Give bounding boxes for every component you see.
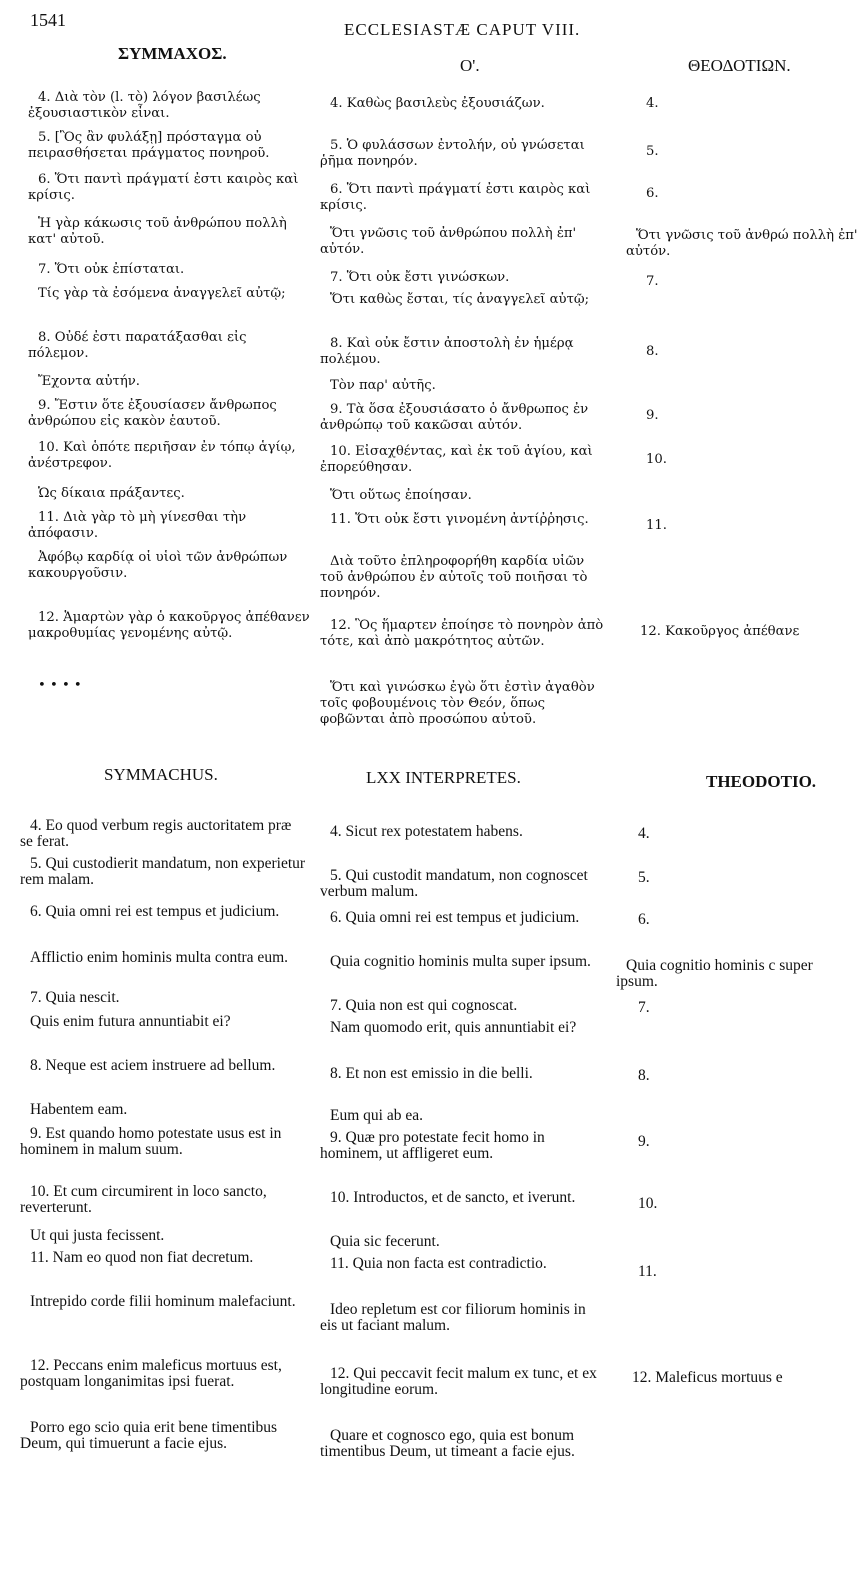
verse: 8. Neque est aciem instruere ad bellum.	[30, 1057, 276, 1074]
verse: 5.	[646, 144, 659, 159]
verse: Intrepido corde filii hominum malefaciunt.	[30, 1293, 296, 1310]
verse: 4. Διὰ τὸν (l. τὸ) λόγον βασιλέως ἐξουσιαστικὸν εἶναι.	[28, 90, 261, 121]
verse: Habentem eam.	[30, 1101, 128, 1118]
verse: Ἡ γὰρ κάκωσις τοῦ ἀνθρώπου πολλὴ κατ' αὐτοῦ.	[28, 216, 287, 247]
verse: Ut qui justa fecissent.	[30, 1227, 165, 1244]
verse: 10. Et cum circumirent in loco sancto, reverterunt.	[20, 1183, 267, 1216]
verse: Quia cognitio hominis multa super ipsum.	[330, 953, 591, 970]
latin-head-symmachus: SYMMACHUS.	[104, 765, 218, 784]
verse: Ὅτι γνῶσις τοῦ ἀνθρώ πολλὴ ἐπ' αὐτόν.	[626, 228, 858, 259]
verse: Ὅτι γνῶσις τοῦ ἀνθρώπου πολλὴ ἐπ' αὐτόν.	[320, 226, 577, 257]
greek-head-lxx: Ο'.	[460, 56, 480, 75]
verse: 6. Ὅτι παντὶ πράγματί ἐστι καιρὸς καὶ κρίσις.	[28, 172, 299, 203]
verse: 6. Quia omni rei est tempus et judicium.	[330, 909, 580, 926]
verse: 11. Quia non facta est contradictio.	[330, 1255, 547, 1272]
verse: 5. Qui custodit mandatum, non cognoscet verbum malum.	[320, 867, 588, 900]
verse: 5. Qui custodierit mandatum, non experietur rem malam.	[20, 855, 306, 888]
verse: Ὅτι οὕτως ἐποίησαν.	[330, 488, 472, 503]
verse: 7.	[638, 999, 650, 1016]
verse: 9. Est quando homo potestate usus est in hominem in malum suum.	[20, 1125, 282, 1158]
verse: Τὸν παρ' αὐτῆς.	[330, 378, 436, 393]
verse: Ὅτι καὶ γινώσκω ἐγὼ ὅτι ἐστὶν ἀγαθὸν τοῖς φοβουμένοις τὸν Θεόν, ὅπως φοβῶνται ἀπὸ προσώπου αὐτοῦ.	[320, 680, 595, 727]
verse: 7. Quia non est qui cognoscat.	[330, 997, 518, 1014]
verse: 12. Maleficus mortuus e	[632, 1369, 783, 1386]
page-number: 1541	[30, 10, 66, 30]
verse: Ἀφόβῳ καρδίᾳ οἱ υἱοὶ τῶν ἀνθρώπων κακουργοῦσιν.	[28, 550, 288, 581]
verse: 11. Ὅτι οὐκ ἔστι γινομένη ἀντίῤῥησις.	[330, 512, 589, 527]
verse: 4. Sicut rex potestatem habens.	[330, 823, 523, 840]
verse: Τίς γὰρ τὰ ἐσόμενα ἀναγγελεῖ αὐτῷ;	[38, 286, 286, 301]
verse: Nam quomodo erit, quis annuntiabit ei?	[330, 1019, 577, 1036]
verse: Ἔχοντα αὐτήν.	[38, 374, 140, 389]
verse: 7.	[646, 274, 659, 289]
verse: 6.	[638, 911, 650, 928]
verse: Ideo repletum est cor filiorum hominis in eis ut faciant malum.	[320, 1301, 586, 1334]
verse: Ὡς δίκαια πράξαντες.	[38, 486, 185, 501]
verse: 11. Διὰ γὰρ τὸ μὴ γίνεσθαι τὴν ἀπόφασιν.	[28, 510, 247, 541]
verse: 5.	[638, 869, 650, 886]
greek-theodotion-column	[626, 96, 858, 656]
verse: 6.	[646, 186, 659, 201]
verse: 10.	[646, 452, 667, 467]
verse: 4. Καθὼς βασιλεὺς ἐξουσιάζων.	[330, 96, 545, 111]
verse: 10. Εἰσαχθέντας, καὶ ἐκ τοῦ ἁγίου, καὶ ἐπορεύθησαν.	[320, 444, 593, 475]
verse: 6. Ὅτι παντὶ πράγματί ἐστι καιρὸς καὶ κρίσις.	[320, 182, 591, 213]
verse: 9.	[638, 1133, 650, 1150]
verse: 12. Ἁμαρτὼν γὰρ ὁ κακοῦργος ἀπέθανεν μακροθυμίας γενομένης αὐτῷ.	[28, 610, 310, 641]
verse: Quia cognitio hominis c super ipsum.	[616, 957, 813, 990]
verse: 9.	[646, 408, 659, 423]
verse: Quare et cognosco ego, quia est bonum timentibus Deum, ut timeant a facie ejus.	[320, 1427, 575, 1460]
verse: 11. Nam eo quod non fiat decretum.	[30, 1249, 254, 1266]
verse: 5. Ὁ φυλάσσων ἐντολήν, οὐ γνώσεται ῥῆμα πονηρόν.	[320, 138, 585, 169]
verse: 7. Quia nescit.	[30, 989, 120, 1006]
verse: 9. Ἔστιν ὅτε ἐξουσίασεν ἄνθρωπος ἀνθρώπου εἰς κακὸν ἑαυτοῦ.	[28, 398, 277, 429]
verse: 11.	[638, 1263, 657, 1280]
verse: 12. Qui peccavit fecit malum ex tunc, et ex longitudine eorum.	[320, 1365, 597, 1398]
latin-head-theodotion: THEODOTIO.	[706, 772, 817, 791]
verse: 12. Peccans enim maleficus mortuus est, postquam longanimitas ipsi fuerat.	[20, 1357, 282, 1390]
verse: Διὰ τοῦτο ἐπληροφορήθη καρδία υἱῶν τοῦ ἀνθρώπου ἐν αὐτοῖς τοῦ ποιῆσαι τὸ πονηρόν.	[320, 554, 588, 601]
verse: 6. Quia omni rei est tempus et judicium.	[30, 903, 280, 920]
greek-head-theodotion: ΘΕΟΔΟΤΙΩΝ.	[688, 56, 791, 75]
verse: Quia sic fecerunt.	[330, 1233, 440, 1250]
verse: 9. Τὰ ὅσα ἐξουσιάσατο ὁ ἄνθρωπος ἐν ἀνθρώπῳ τοῦ κακῶσαι αὐτόν.	[320, 402, 589, 433]
verse: 4. Eo quod verbum regis auctoritatem præ se ferat.	[20, 817, 292, 850]
verse: 8.	[646, 344, 659, 359]
verse: 12. Κακοῦργος ἀπέθανε	[640, 624, 800, 639]
verse: 7. Ὅτι οὐκ ἐπίσταται.	[38, 262, 185, 277]
verse: 4.	[638, 825, 650, 842]
running-title: ECCLESIASTÆ CAPUT VIII.	[344, 20, 581, 39]
verse: Afflictio enim hominis multa contra eum.	[30, 949, 288, 966]
verse: 4.	[646, 96, 659, 111]
verse: Quis enim futura annuntiabit ei?	[30, 1013, 231, 1030]
verse: 12. Ὃς ἥμαρτεν ἐποίησε τὸ πονηρὸν ἀπὸ τότε, καὶ ἀπὸ μακρότητος αὐτῶν.	[320, 618, 604, 649]
verse: 8. Οὐδέ ἐστι παρατάξασθαι εἰς πόλεμον.	[28, 330, 247, 361]
verse: 8. Et non est emissio in die belli.	[330, 1065, 533, 1082]
verse: Porro ego scio quia erit bene timentibus Deum, qui timuerunt a facie ejus.	[20, 1419, 278, 1452]
greek-head-symmachus: ΣΥΜΜΑΧΟΣ.	[118, 44, 227, 63]
verse: 8. Καὶ οὐκ ἔστιν ἀποστολὴ ἐν ἡμέρᾳ πολέμου.	[320, 336, 574, 367]
latin-theodotion-column	[616, 824, 831, 1404]
verse: 11.	[646, 518, 667, 533]
verse: Ὅτι καθὼς ἔσται, τίς ἀναγγελεῖ αὐτῷ;	[330, 292, 590, 307]
verse: 10.	[638, 1195, 658, 1212]
verse: 5. [Ὃς ἂν φυλάξῃ] πρόσταγμα οὐ πειρασθήσεται πράγματος πονηροῦ.	[28, 130, 270, 161]
verse: 10. Introductos, et de sancto, et iverunt.	[330, 1189, 576, 1206]
verse: 9. Quæ pro potestate fecit homo in hominem, ut affligeret eum.	[320, 1129, 545, 1162]
verse: 10. Καὶ ὁπότε περιῆσαν ἐν τόπῳ ἁγίῳ, ἀνέστρεφον.	[28, 440, 296, 471]
verse: 8.	[638, 1067, 650, 1084]
ellipsis: • • • •	[38, 678, 82, 693]
latin-head-lxx: LXX INTERPRETES.	[366, 768, 521, 787]
verse: 7. Ὅτι οὐκ ἔστι γινώσκων.	[330, 270, 510, 285]
verse: Eum qui ab ea.	[330, 1107, 423, 1124]
